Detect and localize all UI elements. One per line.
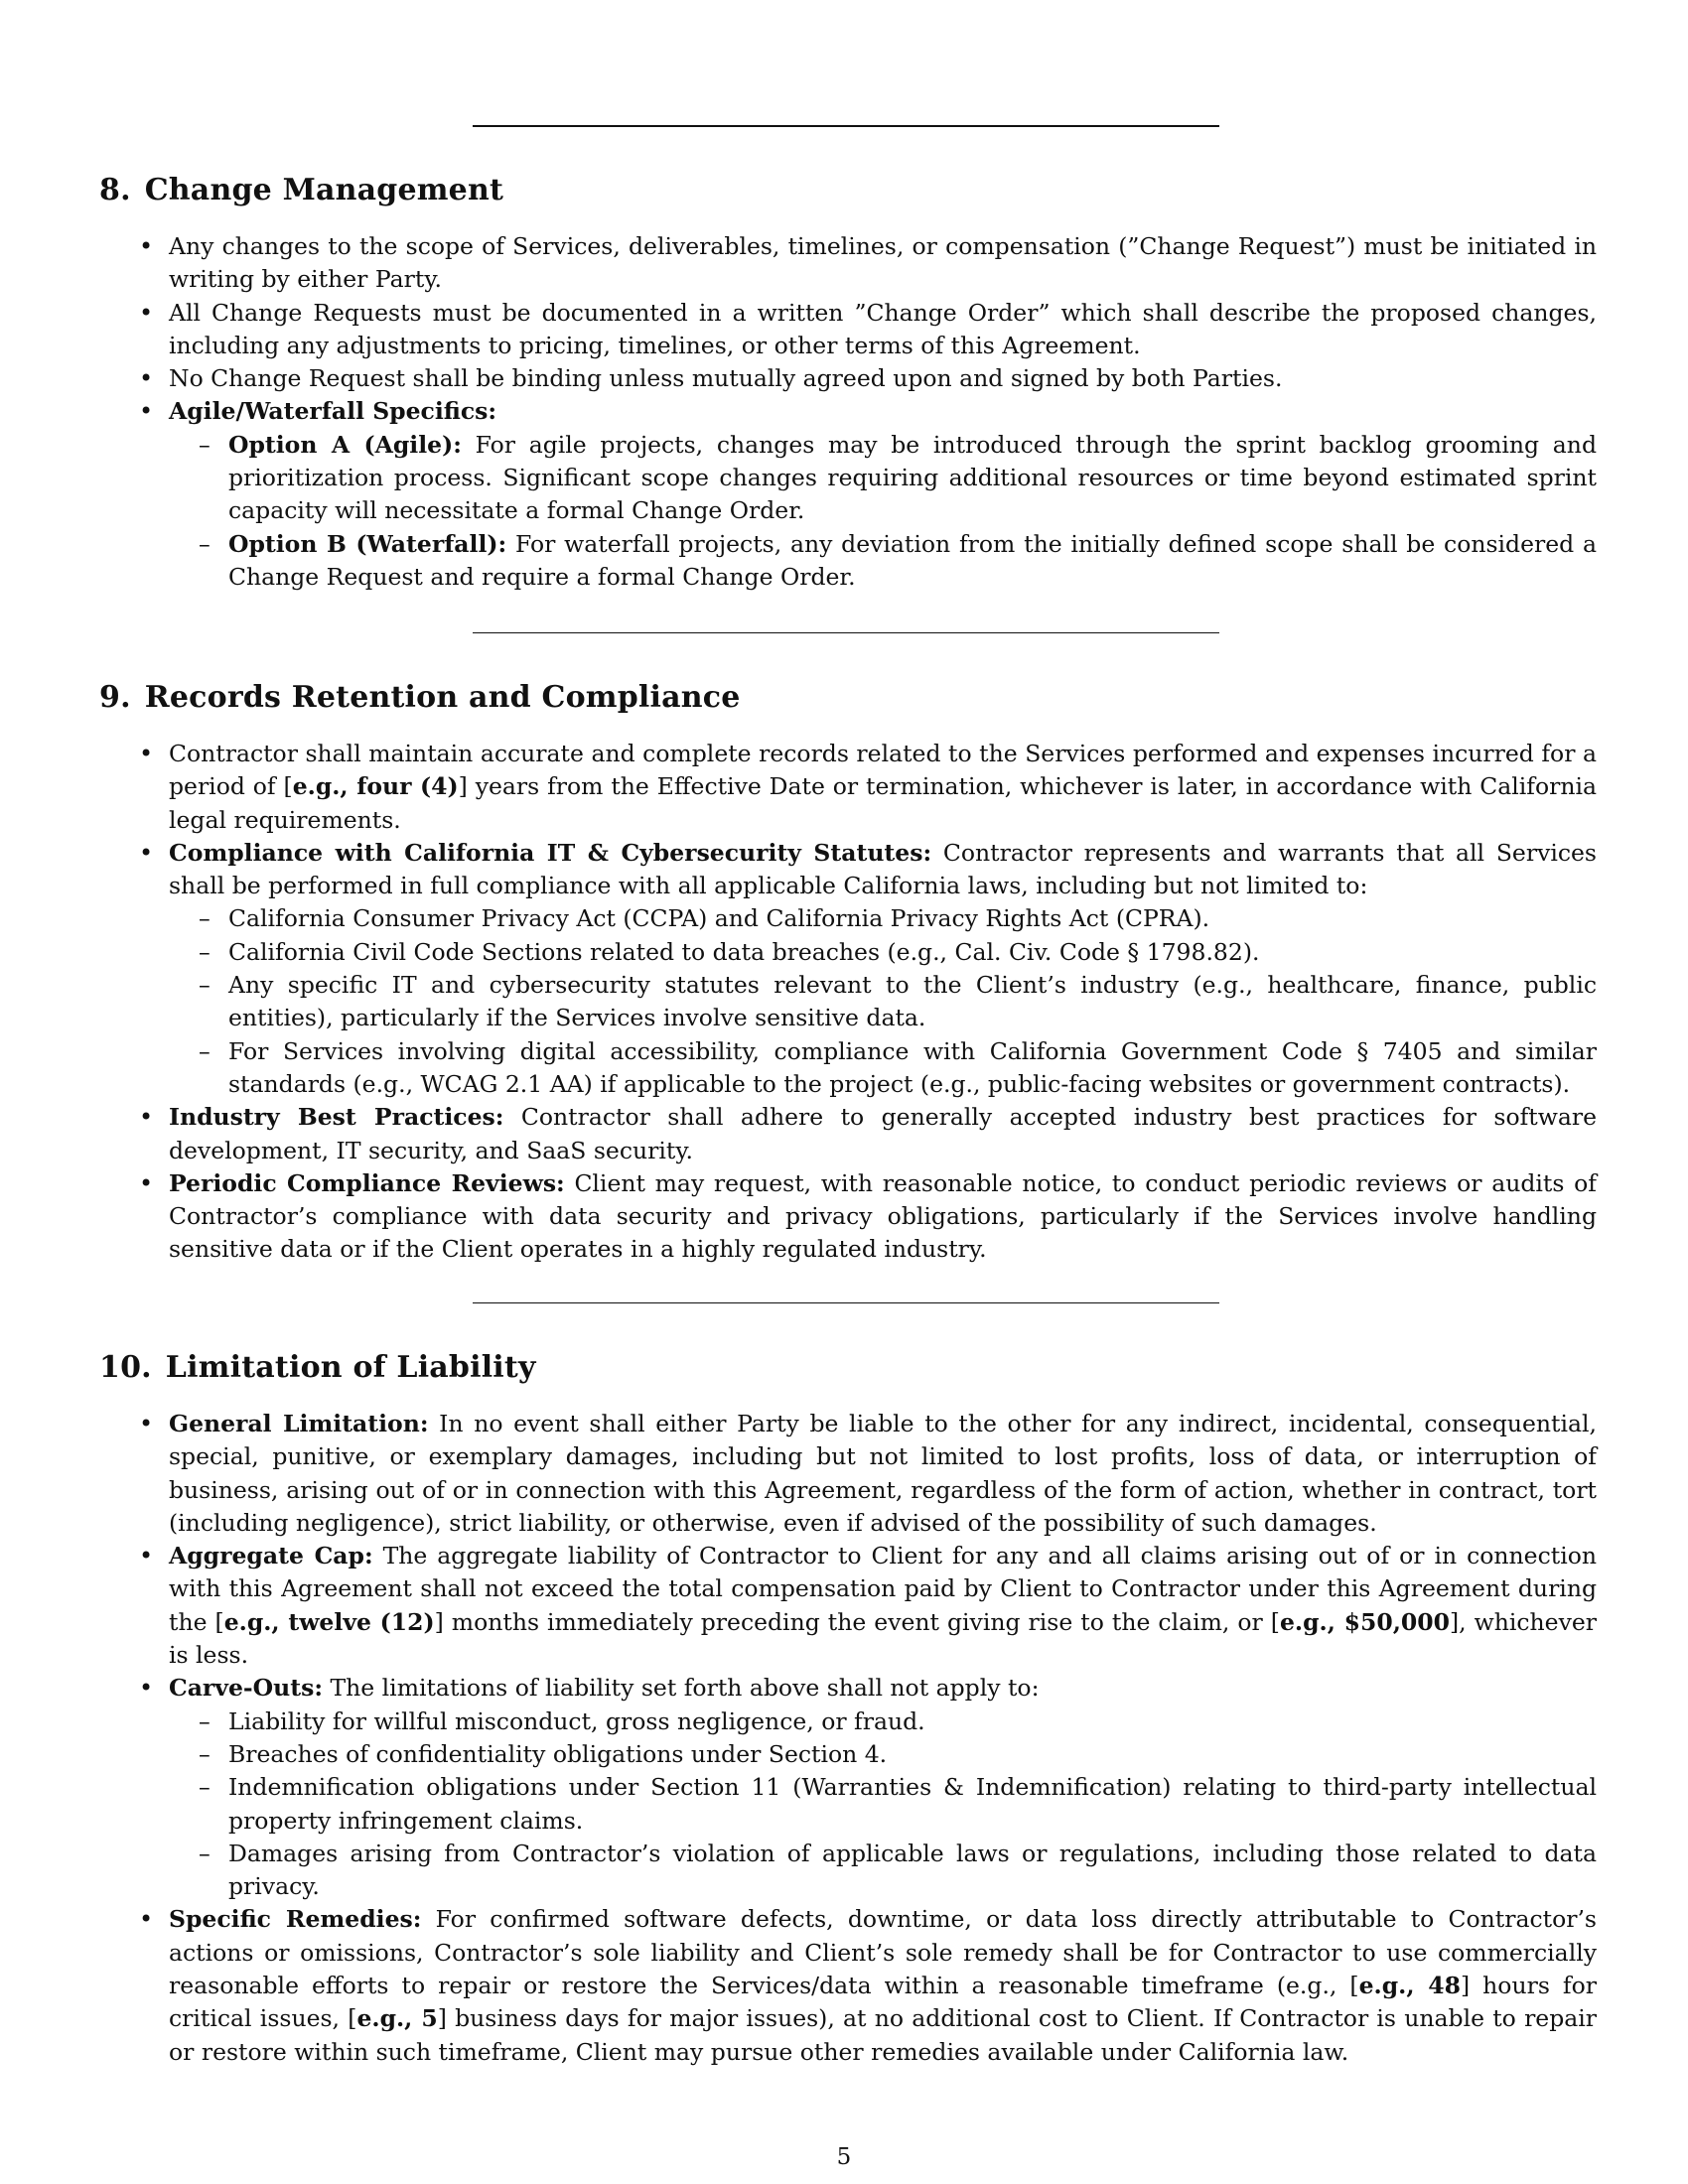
sub-list	[169, 902, 1597, 1101]
sub-item: – Breaches of confidentiality obligations under Section 4.	[169, 1738, 1597, 1771]
list-item	[99, 395, 1597, 594]
section-heading: 8. Change Management	[99, 173, 504, 207]
section-limitation-of-liability	[99, 1350, 1597, 2069]
sub-item: – Damages arising from Contractor’s violation of applicable laws or regulations, including those related to data privacy.	[169, 1838, 1597, 1904]
item-label: Option B (Waterfall):	[228, 529, 507, 558]
item-label: Aggregate Cap:	[169, 1542, 373, 1570]
item-label: Carve-Outs:	[169, 1674, 323, 1703]
list-item: • Periodic Compliance Reviews: Client may request, with reasonable notice, to conduct periodic reviews or audits of Contractor’s compliance with data security and privacy obligations, particularly if the Services involve handling sensitive data or if the Client operates in a highly regulated industry.	[99, 1167, 1597, 1267]
sub-item: – California Consumer Privacy Act (CCPA) and California Privacy Rights Act (CPRA).	[169, 902, 1597, 935]
list-item: • Any changes to the scope of Services, deliverables, timelines, or compensation (”Change Request”) must be initiated in writing by either Party.	[99, 230, 1597, 297]
list-item: • No Change Request shall be binding unless mutually agreed upon and signed by both Parties.	[99, 362, 1597, 395]
section-heading: 9. Records Retention and Compliance	[99, 680, 741, 715]
list-item: • Industry Best Practices: Contractor shall adhere to generally accepted industry best practices for software development, IT security, and SaaS security.	[99, 1101, 1597, 1167]
item-label: General Limitation:	[169, 1410, 429, 1437]
sub-list	[169, 1706, 1597, 1904]
item-label: Agile/Waterfall Specifics:	[169, 397, 497, 426]
sub-item: – Option A (Agile): For agile projects, changes may be introduced through the sprint backlog grooming and prioritization process. Significant scope changes requiring additional resources or time beyond estimated sprint capacity will necessitate a formal Change Order.	[169, 429, 1597, 528]
list-item: • Compliance with California IT & Cybersecurity Statutes: Contractor represents and warrants that all Services shall be performed in full compliance with all applicable California laws, including but not limited to: – California Consumer Privacy Act (CCPA) and California Privacy Rights Act (CPRA). – California Civil Code Sections related to data breaches (e.g., Cal. Civ. Code § 1798.82). – Any specific IT and cybersecurity statutes relevant to the Client’s industry (e.g., healthcare, finance, public entities), particularly if the Services involve sensitive data. – For Services involving digital accessibility, compliance with California Government Code § 7405 and similar standards (e.g., WCAG 2.1 AA) if applicable to the project (e.g., public-facing websites or government contracts).	[99, 837, 1597, 1101]
item-label: Periodic Compliance Reviews:	[169, 1168, 565, 1197]
sub-item: – Indemnification obligations under Section 11 (Warranties & Indemnification) relating to third-party intellectual property infringement claims.	[169, 1771, 1597, 1838]
bullet-list	[99, 230, 1597, 594]
list-item: • Carve-Outs: The limitations of liability set forth above shall not apply to: – Liability for willful misconduct, gross negligence, or fraud. – Breaches of confidentiality obligations under Section 4. – Indemnification obligations under Section 11 (Warranties & Indemnification) relating to third-party intellectual property infringement claims. – Damages arising from Contractor’s violation of applicable laws or regulations, including those related to data privacy.	[99, 1672, 1597, 1903]
list-item: • All Change Requests must be documented in a written ”Change Order” which shall describe the proposed changes, including any adjustments to pricing, timelines, or other terms of this Agreement.	[99, 297, 1597, 363]
section-divider	[473, 125, 1219, 127]
sub-item: – For Services involving digital accessibility, compliance with California Government Code § 7405 and similar standards (e.g., WCAG 2.1 AA) if applicable to the project (e.g., public-facing websites or government contracts).	[169, 1035, 1597, 1102]
section-records-retention	[99, 680, 1597, 1267]
sub-item: – Option B (Waterfall): For waterfall projects, any deviation from the initially defined scope shall be considered a Change Request and require a formal Change Order.	[169, 528, 1597, 595]
item-label: Specific Remedies:	[169, 1905, 422, 1934]
item-label: Option A (Agile):	[228, 430, 462, 459]
bullet-list	[99, 738, 1597, 1267]
sub-item: – California Civil Code Sections related to data breaches (e.g., Cal. Civ. Code § 1798.82).	[169, 936, 1597, 969]
list-item: • Aggregate Cap: The aggregate liability of Contractor to Client for any and all claims arising out of or in connection with this Agreement shall not exceed the total compensation paid by Client to Contractor under this Agreement during the [e.g., twelve (12)] months immediately preceding the event giving rise to the claim, or [e.g., $50,000], whichever is less.	[99, 1540, 1597, 1672]
section-change-management	[99, 173, 1597, 594]
sub-list	[169, 429, 1597, 594]
page-number: 5	[836, 2144, 852, 2170]
sub-item: – Any specific IT and cybersecurity statutes relevant to the Client’s industry (e.g., healthcare, finance, public entities), particularly if the Services involve sensitive data.	[169, 969, 1597, 1035]
section-divider	[473, 632, 1219, 633]
item-label: Compliance with California IT & Cybersecurity Statutes:	[169, 838, 932, 867]
section-divider	[473, 1302, 1219, 1303]
list-item: • Specific Remedies: For confirmed software defects, downtime, or data loss directly attributable to Contractor’s actions or omissions, Contractor’s sole liability and Client’s sole remedy shall be for Contractor to use commercially reasonable efforts to repair or restore the Services/data within a reasonable timeframe (e.g., [e.g., 48] hours for critical issues, [e.g., 5] business days for major issues), at no additional cost to Client. If Contractor is unable to repair or restore within such timeframe, Client may pursue other remedies available under California law.	[99, 1903, 1597, 2068]
list-item: • Contractor shall maintain accurate and complete records related to the Services performed and expenses incurred for a period of [e.g., four (4)] years from the Effective Date or termination, whichever is later, in accordance with California legal requirements.	[99, 738, 1597, 837]
list-item: • General Limitation: In no event shall either Party be liable to the other for any indirect, incidental, consequential, special, punitive, or exemplary damages, including but not limited to lost profits, loss of data, or interruption of business, arising out of or in connection with this Agreement, regardless of the form of action, whether in contract, tort (including negligence), strict liability, or otherwise, even if advised of the possibility of such damages.	[99, 1408, 1597, 1540]
sub-item: – Liability for willful misconduct, gross negligence, or fraud.	[169, 1706, 1597, 1738]
bullet-list	[99, 1408, 1597, 2069]
item-label: Industry Best Practices:	[169, 1103, 504, 1132]
section-heading: 10. Limitation of Liability	[99, 1350, 536, 1385]
